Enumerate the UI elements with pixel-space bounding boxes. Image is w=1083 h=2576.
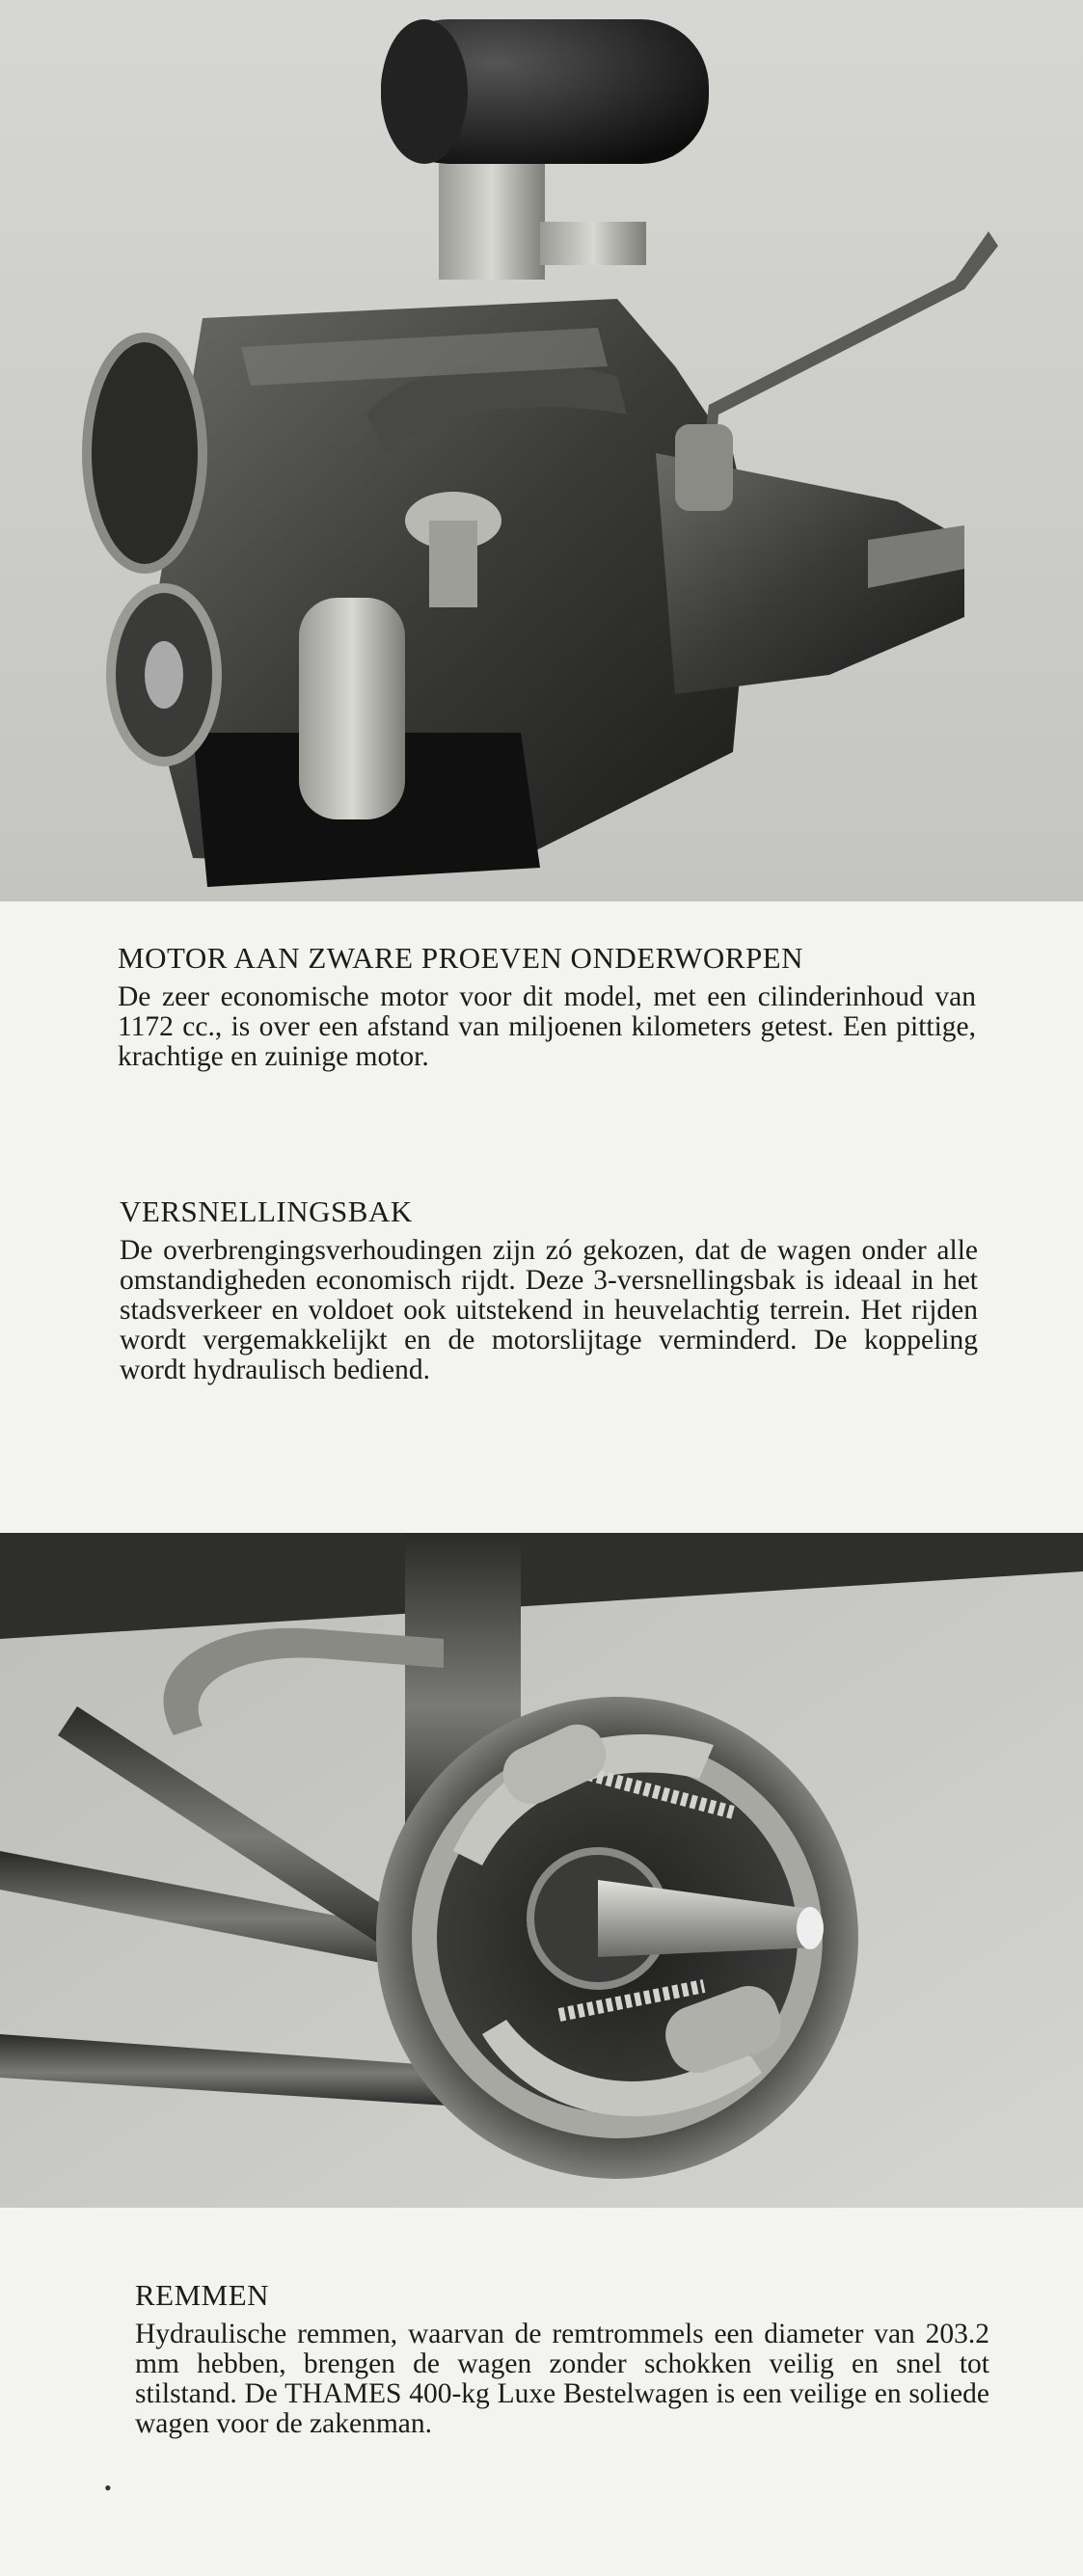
motor-body: De zeer economische motor voor dit model, met een cilinderinhoud van 1172 cc., is over een afstand van miljoenen kilometers getest. Een pittige, krachtige en zuinige motor. — [118, 981, 976, 1072]
margin-mark: • — [104, 2476, 112, 2500]
gearbox-section — [120, 1194, 978, 1385]
gearbox-body: De overbrengingsverhoudingen zijn zó gekozen, dat de wagen onder alle omstandigheden economisch rijdt. Deze 3-versnellingsbak is ideaal in het stadsverkeer en voldoet ook uitstekend in heuvelachtig terrein. Het rijden wordt vergemakkelijkt en de motorslijtage verminderd. De koppeling wordt hydraulisch bediend. — [120, 1235, 978, 1385]
motor-section — [118, 940, 976, 1072]
gearbox-heading: VERSNELLINGSBAK — [120, 1194, 413, 1228]
brake-photo — [0, 1533, 1083, 2208]
engine-photo-icon — [0, 0, 1083, 901]
brake-drum-photo-icon — [0, 1533, 1083, 2208]
engine-photo — [0, 0, 1083, 901]
brakes-section — [135, 2277, 989, 2439]
brakes-body: Hydraulische remmen, waarvan de remtrommels een diameter van 203.2 mm hebben, brengen de wagen zonder schokken veilig en snel tot stilstand. De THAMES 400-kg Luxe Bestelwagen is een veilige en soliede wagen voor de zakenman. — [135, 2319, 989, 2439]
motor-heading: MOTOR AAN ZWARE PROEVEN ONDERWORPEN — [118, 941, 804, 975]
brakes-heading: REMMEN — [135, 2278, 270, 2312]
